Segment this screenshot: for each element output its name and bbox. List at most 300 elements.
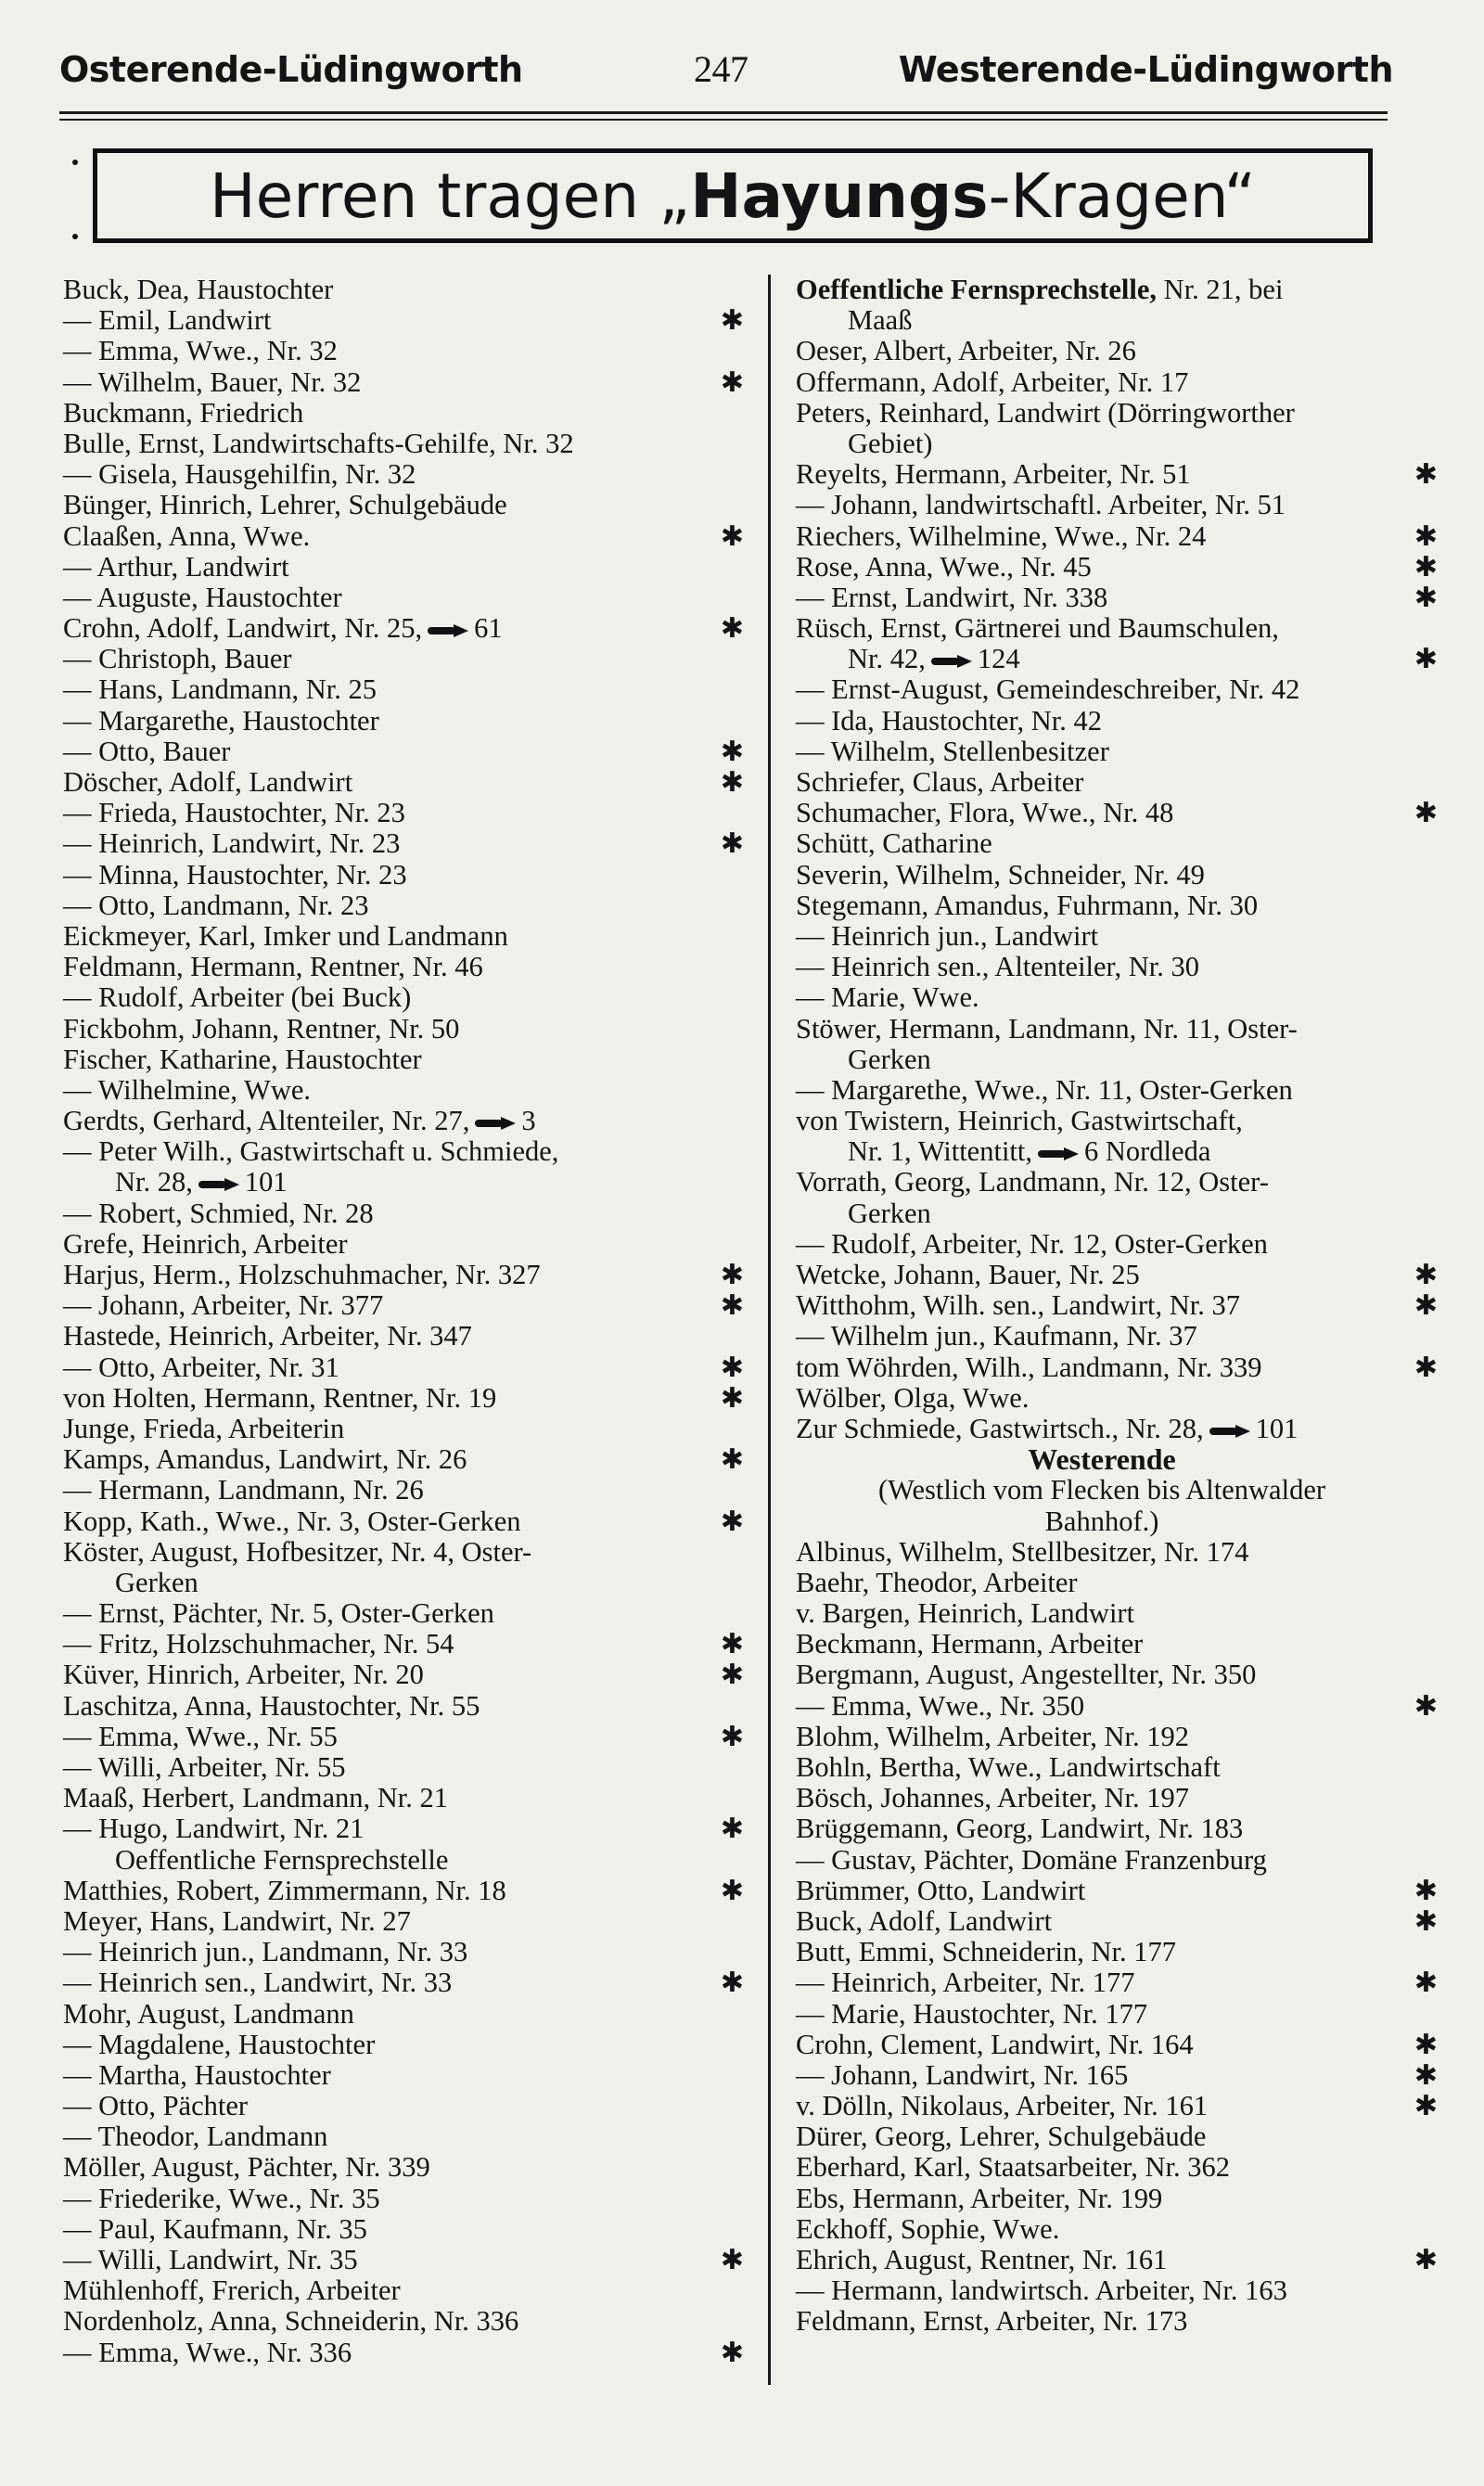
directory-entry xyxy=(796,921,1408,952)
directory-entry xyxy=(796,1722,1408,1752)
directory-entry xyxy=(796,737,1408,767)
entry-text: — Robert, Schmied, Nr. 28 xyxy=(63,1197,374,1229)
entry-text: Stöwer, Hermann, Landmann, Nr. 11, Oster- xyxy=(796,1012,1298,1044)
directory-entry xyxy=(796,643,1438,675)
entry-text: Bohln, Bertha, Wwe., Landwirtschaft xyxy=(796,1751,1221,1783)
directory-entry xyxy=(796,490,1408,520)
entry-text: Gerken xyxy=(848,1197,931,1229)
directory-entry xyxy=(796,674,1408,705)
entry-text: — Friederike, Wwe., Nr. 35 xyxy=(63,2182,380,2214)
entry-text: Maaß, Herbert, Landmann, Nr. 21 xyxy=(63,1782,449,1814)
directory-entry xyxy=(796,581,1438,613)
directory-entry xyxy=(796,275,1408,305)
directory-entry xyxy=(63,2152,723,2183)
entry-text: — Minna, Haustochter, Nr. 23 xyxy=(63,858,407,891)
telephone-star-icon: ✱ xyxy=(1414,1352,1438,1383)
right-column xyxy=(796,274,1438,2338)
telephone-star-icon: ✱ xyxy=(1414,1905,1438,1937)
entry-text: — Rudolf, Arbeiter, Nr. 12, Oster-Gerken xyxy=(796,1227,1268,1260)
directory-entry xyxy=(796,2244,1438,2275)
entry-text: von Twistern, Heinrich, Gastwirtschaft, xyxy=(796,1105,1243,1137)
directory-entry xyxy=(796,767,1408,798)
directory-entry xyxy=(796,2152,1408,2183)
directory-entry xyxy=(796,1229,1408,1260)
directory-entry xyxy=(796,1659,1408,1690)
directory-entry xyxy=(63,1598,723,1629)
directory-entry xyxy=(796,1598,1408,1629)
entry-text: Feldmann, Hermann, Rentner, Nr. 46 xyxy=(63,951,483,983)
directory-entry xyxy=(796,550,1438,583)
directory-entry xyxy=(63,2336,744,2368)
entry-text: Vorrath, Georg, Landmann, Nr. 12, Oster- xyxy=(796,1166,1269,1198)
entry-text: Gerken xyxy=(848,1043,931,1075)
entry-text: — Ernst-August, Gemeindeschreiber, Nr. 42 xyxy=(796,673,1300,706)
directory-entry xyxy=(796,2214,1408,2245)
directory-entry xyxy=(63,1044,723,1075)
telephone-star-icon: ✱ xyxy=(1414,798,1438,829)
directory-entry xyxy=(796,1752,1408,1783)
directory-entry xyxy=(63,1351,744,1383)
entry-text: — Emma, Wwe., Nr. 32 xyxy=(63,335,338,367)
entry-text: Witthohm, Wilh. sen., Landwirt, Nr. 37 xyxy=(796,1289,1241,1322)
entry-text: Möller, August, Pächter, Nr. 339 xyxy=(63,2151,430,2184)
telephone-star-icon: ✱ xyxy=(720,613,744,645)
directory-entry xyxy=(796,1629,1408,1659)
telephone-star-icon: ✱ xyxy=(720,305,744,337)
telephone-star-icon: ✱ xyxy=(1414,1875,1438,1906)
directory-entry xyxy=(63,644,723,674)
entry-text: Baehr, Theodor, Arbeiter xyxy=(796,1566,1078,1598)
telephone-star-icon: ✱ xyxy=(1414,2245,1438,2275)
entry-text: — Ida, Haustochter, Nr. 42 xyxy=(796,704,1102,737)
entry-text: — Margarethe, Haustochter xyxy=(63,704,379,737)
directory-entry xyxy=(796,1537,1408,1568)
directory-entry xyxy=(63,952,723,982)
entry-text: Claaßen, Anna, Wwe. xyxy=(63,519,311,552)
entry-text: Offermann, Adolf, Arbeiter, Nr. 17 xyxy=(796,365,1189,398)
entry-text: — Ernst, Landwirt, Nr. 338 xyxy=(796,581,1108,613)
entry-text: Buck, Adolf, Landwirt xyxy=(796,1904,1053,1937)
directory-entry xyxy=(796,1289,1438,1322)
entry-text: — Willi, Arbeiter, Nr. 55 xyxy=(63,1751,346,1783)
entry-text: Laschitza, Anna, Haustochter, Nr. 55 xyxy=(63,1689,480,1722)
entry-text: Köster, August, Hofbesitzer, Nr. 4, Oster- xyxy=(63,1535,532,1568)
entry-text: Fickbohm, Johann, Rentner, Nr. 50 xyxy=(63,1012,460,1044)
entry-text: — Otto, Arbeiter, Nr. 31 xyxy=(63,1351,339,1383)
directory-entry xyxy=(796,1198,1408,1229)
directory-entry xyxy=(63,1720,744,1752)
telephone-pointer-icon xyxy=(1038,1147,1079,1160)
header-left-place: Osterende-Lüdingworth xyxy=(59,49,523,90)
entry-text: — Willi, Landwirt, Nr. 35 xyxy=(63,2244,358,2275)
entry-text: — Emma, Wwe., Nr. 55 xyxy=(63,1720,338,1752)
entry-text: Crohn, Clement, Landwirt, Nr. 164 xyxy=(796,2028,1194,2060)
entry-text: — Rudolf, Arbeiter (bei Buck) xyxy=(63,981,412,1014)
entry-text: Bahnhof.) xyxy=(1044,1505,1159,1537)
telephone-star-icon: ✱ xyxy=(1414,1690,1438,1722)
entry-text: Fischer, Katharine, Haustochter xyxy=(63,1043,422,1075)
telephone-number: 61 xyxy=(474,612,503,645)
directory-entry xyxy=(796,982,1408,1013)
entry-text: Peters, Reinhard, Landwirt (Dörringworther xyxy=(796,396,1295,429)
entry-text: Junge, Frieda, Arbeiterin xyxy=(63,1412,345,1444)
telephone-star-icon: ✱ xyxy=(1414,2059,1438,2091)
entry-text: Meyer, Hans, Landwirt, Nr. 27 xyxy=(63,1904,411,1937)
entry-text: Nr. 42, xyxy=(848,643,926,675)
column-divider xyxy=(768,275,771,2385)
entry-text: — Johann, Arbeiter, Nr. 377 xyxy=(63,1289,384,1322)
entry-text: Brüggemann, Georg, Landwirt, Nr. 183 xyxy=(796,1813,1244,1845)
directory-entry xyxy=(63,1014,723,1044)
telephone-number: 124 xyxy=(977,643,1020,675)
directory-entry xyxy=(796,828,1408,859)
ad-suffix: -Kragen“ xyxy=(988,160,1256,232)
directory-entry xyxy=(796,1845,1408,1876)
directory-entry xyxy=(796,1383,1408,1414)
directory-entry xyxy=(796,1967,1438,1999)
directory-entry xyxy=(63,1537,723,1568)
entry-text: Nr. 28, xyxy=(115,1166,193,1198)
entry-text: — Emma, Wwe., Nr. 350 xyxy=(796,1689,1085,1722)
directory-entry xyxy=(63,336,723,366)
entry-text: Feldmann, Ernst, Arbeiter, Nr. 173 xyxy=(796,2305,1188,2338)
directory-entry xyxy=(63,459,723,490)
directory-entry xyxy=(796,1783,1408,1813)
entry-text: Wölber, Olga, Wwe. xyxy=(796,1381,1030,1414)
entry-text: — Heinrich, Landwirt, Nr. 23 xyxy=(63,827,401,860)
telephone-star-icon: ✱ xyxy=(1414,2029,1438,2060)
directory-entry xyxy=(796,336,1408,366)
entry-text: — Heinrich, Arbeiter, Nr. 177 xyxy=(796,1967,1135,1999)
directory-entry xyxy=(63,304,744,337)
directory-entry xyxy=(796,1136,1408,1167)
directory-entry xyxy=(796,1475,1408,1506)
telephone-star-icon: ✱ xyxy=(720,767,744,798)
directory-entry xyxy=(796,860,1408,891)
entry-text: Maaß xyxy=(848,304,913,337)
entry-text: Ehrich, August, Rentner, Nr. 161 xyxy=(796,2244,1168,2275)
directory-entry xyxy=(63,735,744,767)
directory-entry xyxy=(796,2275,1408,2306)
directory-entry xyxy=(63,1106,723,1136)
entry-text: Riechers, Wilhelmine, Wwe., Nr. 24 xyxy=(796,519,1207,552)
entry-text: — Wilhelmine, Wwe. xyxy=(63,1073,312,1106)
entry-text: (Westlich vom Flecken bis Altenwalder xyxy=(877,1474,1326,1506)
directory-entry xyxy=(796,519,1438,552)
directory-entry xyxy=(63,1321,723,1352)
directory-entry xyxy=(796,1414,1408,1444)
entry-text: — Hans, Landmann, Nr. 25 xyxy=(63,673,377,706)
telephone-number: 101 xyxy=(1255,1412,1298,1444)
entry-text: Kopp, Kath., Wwe., Nr. 3, Oster-Gerken xyxy=(63,1505,521,1537)
directory-entry xyxy=(63,2121,723,2152)
entry-text: Dürer, Georg, Lehrer, Schulgebäude xyxy=(796,2121,1207,2153)
telephone-star-icon: ✱ xyxy=(1414,1290,1438,1322)
entry-text: — Arthur, Landwirt xyxy=(63,550,289,583)
directory-entry xyxy=(63,860,723,891)
entry-text: Rose, Anna, Wwe., Nr. 45 xyxy=(796,550,1092,583)
directory-entry xyxy=(63,612,744,645)
entry-text: Gerken xyxy=(115,1566,198,1598)
telephone-star-icon: ✱ xyxy=(720,1813,744,1845)
entry-text: — Emma, Wwe., Nr. 336 xyxy=(63,2336,352,2368)
entry-text: Oeser, Albert, Arbeiter, Nr. 26 xyxy=(796,335,1136,367)
entry-text: Butt, Emmi, Schneiderin, Nr. 177 xyxy=(796,1936,1177,1968)
directory-entry xyxy=(796,1904,1438,1937)
entry-text: Eckhoff, Sophie, Wwe. xyxy=(796,2212,1060,2245)
entry-text: — Christoph, Bauer xyxy=(63,643,292,675)
entry-text: Nr. 1, Wittentitt, xyxy=(848,1135,1032,1168)
telephone-star-icon: ✱ xyxy=(720,1875,744,1906)
entry-text: — Hermann, Landmann, Nr. 26 xyxy=(63,1474,424,1506)
entry-text: Schumacher, Flora, Wwe., Nr. 48 xyxy=(796,797,1174,829)
directory-entry xyxy=(63,2214,723,2245)
entry-text: — Margarethe, Wwe., Nr. 11, Oster-Gerken xyxy=(796,1073,1293,1106)
directory-entry xyxy=(63,1937,723,1967)
telephone-pointer-icon xyxy=(931,655,972,668)
telephone-star-icon: ✱ xyxy=(1414,1967,1438,1999)
directory-entry xyxy=(63,1967,744,1999)
directory-entry xyxy=(796,891,1408,921)
telephone-star-icon: ✱ xyxy=(720,1352,744,1383)
directory-entry xyxy=(63,1443,744,1476)
directory-entry xyxy=(796,2306,1408,2337)
telephone-star-icon: ✱ xyxy=(720,1260,744,1290)
directory-entry xyxy=(63,1167,723,1198)
entry-text: — Gustav, Pächter, Domäne Franzenburg xyxy=(796,1843,1267,1876)
directory-entry xyxy=(796,398,1408,429)
entry-text: Bergmann, August, Angestellter, Nr. 350 xyxy=(796,1659,1257,1691)
directory-entry xyxy=(63,798,723,828)
entry-text: Beckmann, Hermann, Arbeiter xyxy=(796,1628,1144,1660)
entry-text: Gebiet) xyxy=(848,427,933,459)
telephone-star-icon: ✱ xyxy=(720,520,744,552)
directory-entry xyxy=(63,2184,723,2214)
directory-entry xyxy=(796,1014,1408,1044)
left-column xyxy=(63,274,744,2368)
entry-text: Brümmer, Otto, Landwirt xyxy=(796,1874,1086,1906)
directory-entry xyxy=(63,1414,723,1444)
entry-text: Harjus, Herm., Holzschuhmacher, Nr. 327 xyxy=(63,1259,541,1290)
directory-entry xyxy=(796,305,1408,336)
directory-entry xyxy=(63,2306,723,2337)
entry-text: — Ernst, Pächter, Nr. 5, Oster-Gerken xyxy=(63,1597,494,1630)
directory-entry xyxy=(796,1874,1438,1906)
directory-entry xyxy=(63,1906,723,1937)
telephone-pointer-icon xyxy=(1209,1425,1250,1438)
directory-entry xyxy=(63,1505,744,1537)
telephone-number: 101 xyxy=(244,1166,288,1198)
entry-text: — Wilhelm jun., Kaufmann, Nr. 37 xyxy=(796,1320,1197,1352)
entry-text: — Wilhelm, Stellenbesitzer xyxy=(796,735,1109,767)
directory-entry xyxy=(63,1783,723,1813)
entry-text: Oeffentliche Fernsprechstelle xyxy=(115,1843,449,1876)
directory-entry xyxy=(63,982,723,1013)
ad-mark-top xyxy=(72,160,78,165)
directory-entry xyxy=(63,2030,723,2060)
directory-entry xyxy=(796,2184,1408,2214)
entry-text: Eberhard, Karl, Staatsarbeiter, Nr. 362 xyxy=(796,2151,1230,2184)
ad-mark-bottom xyxy=(72,234,78,239)
entry-text: — Paul, Kaufmann, Nr. 35 xyxy=(63,2212,367,2245)
directory-entry xyxy=(63,1259,744,1290)
entry-text: Eickmeyer, Karl, Imker und Landmann xyxy=(63,919,508,952)
directory-entry xyxy=(796,2028,1438,2060)
entry-text: Bulle, Ernst, Landwirtschafts-Gehilfe, Nr. 32 xyxy=(63,427,574,459)
directory-entry xyxy=(63,1845,723,1876)
directory-entry xyxy=(63,552,723,583)
entry-text: — Fritz, Holzschuhmacher, Nr. 54 xyxy=(63,1628,454,1660)
directory-entry xyxy=(796,952,1408,982)
directory-entry xyxy=(796,1506,1408,1537)
directory-entry xyxy=(796,797,1438,829)
entry-text: Döscher, Adolf, Landwirt xyxy=(63,766,353,798)
directory-entry xyxy=(796,2058,1438,2091)
telephone-star-icon: ✱ xyxy=(1414,2091,1438,2122)
directory-entry xyxy=(63,1075,723,1106)
telephone-star-icon: ✱ xyxy=(720,1506,744,1537)
entry-text: Schütt, Catharine xyxy=(796,827,992,860)
entry-text: Küver, Hinrich, Arbeiter, Nr. 20 xyxy=(63,1659,424,1691)
entry-text: Severin, Wilhelm, Schneider, Nr. 49 xyxy=(796,858,1205,891)
directory-entry xyxy=(63,1999,723,2030)
directory-entry xyxy=(796,1689,1438,1722)
entry-text: Zur Schmiede, Gastwirtsch., Nr. 28, xyxy=(796,1412,1204,1444)
entry-text: Westerende xyxy=(1028,1442,1176,1477)
telephone-pointer-icon xyxy=(198,1178,239,1191)
directory-entry xyxy=(796,1075,1408,1106)
directory-entry xyxy=(63,1691,723,1722)
telephone-star-icon: ✱ xyxy=(1414,644,1438,675)
directory-entry xyxy=(63,1229,723,1260)
directory-entry xyxy=(63,429,723,459)
entry-text: Kamps, Amandus, Landwirt, Nr. 26 xyxy=(63,1443,467,1476)
directory-entry xyxy=(63,583,723,613)
directory-entry xyxy=(63,827,744,860)
directory-entry xyxy=(63,2244,744,2275)
entry-text: — Johann, Landwirt, Nr. 165 xyxy=(796,2058,1129,2091)
directory-entry xyxy=(63,674,723,705)
directory-entry xyxy=(63,1659,744,1691)
entry-text: Hastede, Heinrich, Arbeiter, Nr. 347 xyxy=(63,1320,472,1352)
entry-text: Crohn, Adolf, Landwirt, Nr. 25, xyxy=(63,612,423,645)
entry-text: Grefe, Heinrich, Arbeiter xyxy=(63,1227,348,1260)
directory-entry xyxy=(63,2275,723,2306)
entry-text: Stegemann, Amandus, Fuhrmann, Nr. 30 xyxy=(796,889,1259,921)
telephone-star-icon: ✱ xyxy=(720,1444,744,1476)
directory-entry xyxy=(796,1568,1408,1598)
directory-entry xyxy=(63,1289,744,1322)
entry-text: — Gisela, Hausgehilfin, Nr. 32 xyxy=(63,458,416,491)
telephone-star-icon: ✱ xyxy=(720,366,744,398)
telephone-star-icon: ✱ xyxy=(1414,459,1438,491)
directory-entry xyxy=(63,1568,723,1598)
entry-text: Matthies, Robert, Zimmermann, Nr. 18 xyxy=(63,1874,506,1906)
header-right-place: Westerende-Lüdingworth xyxy=(898,49,1393,90)
directory-entry xyxy=(63,365,744,398)
telephone-star-icon: ✱ xyxy=(720,1721,744,1752)
telephone-star-icon: ✱ xyxy=(720,2337,744,2368)
directory-entry xyxy=(63,1475,723,1506)
entry-text: — Peter Wilh., Gastwirtschaft u. Schmiede, xyxy=(63,1135,559,1168)
entry-text: von Holten, Hermann, Rentner, Nr. 19 xyxy=(63,1381,497,1414)
directory-entry xyxy=(63,490,723,520)
directory-entry xyxy=(796,1937,1408,1967)
entry-text: — Frieda, Haustochter, Nr. 23 xyxy=(63,797,405,829)
entry-text: Blohm, Wilhelm, Arbeiter, Nr. 192 xyxy=(796,1720,1189,1752)
entry-text: — Marie, Haustochter, Nr. 177 xyxy=(796,1997,1148,2030)
entry-text: — Johann, landwirtschaftl. Arbeiter, Nr. 51 xyxy=(796,489,1286,521)
entry-text: — Otto, Pächter xyxy=(63,2090,249,2122)
directory-entry xyxy=(796,1999,1408,2030)
directory-entry xyxy=(63,1136,723,1167)
directory-entry xyxy=(63,921,723,952)
telephone-star-icon: ✱ xyxy=(720,1659,744,1691)
directory-entry xyxy=(796,613,1408,644)
entry-text: Rüsch, Ernst, Gärtnerei und Baumschulen, xyxy=(796,612,1279,645)
entry-text: — Theodor, Landmann xyxy=(63,2121,328,2153)
directory-entry xyxy=(796,1167,1408,1198)
entry-text: Schriefer, Claus, Arbeiter xyxy=(796,766,1084,798)
telephone-star-icon: ✱ xyxy=(720,828,744,860)
directory-entry xyxy=(63,1752,723,1783)
telephone-star-icon: ✱ xyxy=(720,1967,744,1999)
directory-entry xyxy=(796,706,1408,737)
entry-text: Buckmann, Friedrich xyxy=(63,396,304,429)
entry-text: — Martha, Haustochter xyxy=(63,2058,331,2091)
entry-text: Reyelts, Hermann, Arbeiter, Nr. 51 xyxy=(796,458,1191,491)
entry-text: — Otto, Landmann, Nr. 23 xyxy=(63,889,369,921)
directory-entry xyxy=(63,398,723,429)
entry-text: — Heinrich jun., Landmann, Nr. 33 xyxy=(63,1936,468,1968)
telephone-star-icon: ✱ xyxy=(720,1382,744,1414)
entry-text: v. Bargen, Heinrich, Landwirt xyxy=(796,1597,1135,1630)
directory-entry xyxy=(63,766,744,798)
telephone-pointer-icon xyxy=(428,624,468,637)
telephone-star-icon: ✱ xyxy=(1414,582,1438,613)
entry-text: — Hugo, Landwirt, Nr. 21 xyxy=(63,1813,365,1845)
directory-entry xyxy=(796,1351,1438,1383)
directory-entry xyxy=(796,429,1408,459)
page-number: 247 xyxy=(694,48,748,90)
ad-prefix: Herren tragen „ xyxy=(210,160,691,232)
ad-brand: Hayungs xyxy=(690,160,989,232)
entry-text: — Emil, Landwirt xyxy=(63,304,272,337)
entry-text: Buck, Dea, Haustochter xyxy=(63,274,334,305)
entry-text: — Wilhelm, Bauer, Nr. 32 xyxy=(63,365,362,398)
telephone-pointer-icon xyxy=(475,1117,516,1130)
entry-text: — Heinrich sen., Altenteiler, Nr. 30 xyxy=(796,951,1199,983)
directory-entry xyxy=(63,1874,744,1906)
entry-text: tom Wöhrden, Wilh., Landmann, Nr. 339 xyxy=(796,1351,1262,1383)
telephone-number: 3 xyxy=(521,1105,536,1137)
entry-text: Mohr, August, Landmann xyxy=(63,1997,354,2030)
entry-text: Mühlenhoff, Frerich, Arbeiter xyxy=(63,2275,401,2307)
directory-entry xyxy=(796,1106,1408,1136)
telephone-star-icon: ✱ xyxy=(720,2245,744,2275)
directory-entry xyxy=(796,1813,1408,1844)
directory-entry xyxy=(63,1381,744,1414)
entry-text: Albinus, Wilhelm, Stellbesitzer, Nr. 174 xyxy=(796,1535,1249,1568)
directory-entry xyxy=(63,1198,723,1229)
header-rule-top xyxy=(59,111,1388,114)
directory-entry xyxy=(796,1444,1408,1475)
directory-entry xyxy=(63,1628,744,1660)
directory-entry xyxy=(63,891,723,921)
directory-entry xyxy=(796,1321,1408,1352)
entry-text: Nordenholz, Anna, Schneiderin, Nr. 336 xyxy=(63,2305,519,2338)
directory-entry xyxy=(796,458,1438,491)
